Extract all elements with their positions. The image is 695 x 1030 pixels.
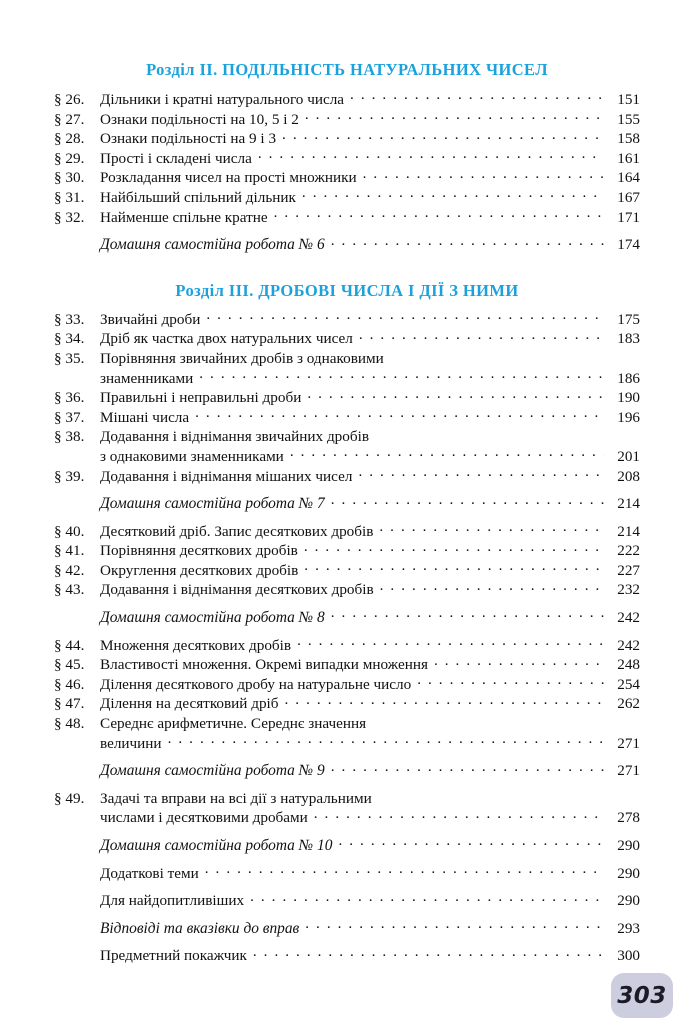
toc-entry-answers[interactable] — [54, 919, 640, 939]
leader-dots — [282, 129, 604, 143]
toc-entry[interactable] — [54, 675, 640, 695]
entry-title: Правильні і неправильні дроби — [100, 389, 302, 407]
section-heading-razdil-3: Розділ III. ДРОБОВІ ЧИСЛА І ДІЇ З НИМИ — [175, 280, 519, 300]
entry-title: Розкладання чисел на прості множники — [100, 169, 357, 187]
leader-dots — [253, 946, 604, 960]
entry-page: 190 — [617, 389, 640, 407]
leader-dots — [390, 349, 604, 363]
entry-page: 201 — [617, 447, 640, 465]
leader-dots — [199, 369, 604, 383]
entry-page: 242 — [617, 636, 640, 654]
toc-entry[interactable] — [54, 188, 640, 208]
leader-dots — [338, 836, 604, 850]
toc-entry-continuation[interactable] — [54, 808, 640, 828]
entry-title: Відповіді та вказівки до вправ — [100, 919, 300, 937]
entry-number: § 46. — [54, 675, 85, 693]
toc-entry[interactable] — [54, 655, 640, 675]
leader-dots — [305, 919, 604, 933]
leader-dots — [331, 761, 604, 775]
toc-entry-homework[interactable] — [54, 761, 640, 781]
leader-dots — [358, 467, 604, 481]
entry-number: § 45. — [54, 656, 85, 674]
leader-dots — [304, 561, 604, 575]
toc-entry[interactable] — [54, 561, 640, 581]
leader-dots — [331, 494, 604, 508]
entry-title: Середнє арифметичне. Середнє значення — [100, 715, 367, 733]
entry-page: 248 — [617, 656, 640, 674]
entry-title: Задачі та вправи на всі дії з натуральними — [100, 789, 372, 807]
leader-dots — [378, 789, 604, 803]
entry-page: 175 — [617, 310, 640, 328]
entry-title: Властивості множення. Окремі випадки множення — [100, 656, 428, 674]
toc-entry[interactable] — [54, 149, 640, 169]
entry-number: § 49. — [54, 789, 85, 807]
leader-dots — [331, 235, 604, 249]
toc-entry[interactable] — [54, 168, 640, 188]
entry-page: 271 — [617, 734, 640, 752]
entry-page: 164 — [617, 169, 640, 187]
toc-entry[interactable] — [54, 408, 640, 428]
entry-number: § 30. — [54, 169, 85, 187]
entry-page: 183 — [617, 330, 640, 348]
leader-dots — [434, 655, 604, 669]
leader-dots — [379, 522, 604, 536]
entry-title: знаменниками — [100, 369, 194, 387]
toc-entry[interactable] — [54, 891, 640, 911]
entry-page: 214 — [617, 522, 640, 540]
toc-entry[interactable] — [54, 714, 640, 734]
leader-dots — [305, 110, 604, 124]
entry-title: Ознаки подільності на 9 і 3 — [100, 130, 277, 148]
entry-title: Додавання і віднімання мішаних чисел — [100, 467, 353, 485]
entry-title: Найбільший спільний дільник — [100, 188, 296, 206]
leader-dots — [359, 329, 604, 343]
toc-entry[interactable] — [54, 522, 640, 542]
leader-dots — [417, 675, 604, 689]
section-heading-razdil-2: Розділ II. ПОДІЛЬНІСТЬ НАТУРАЛЬНИХ ЧИСЕЛ — [146, 60, 548, 79]
entry-title: Дільники і кратні натурального числа — [100, 91, 345, 108]
entry-number: § 47. — [54, 695, 85, 713]
entry-page: 161 — [617, 149, 640, 167]
entry-title: Додавання і віднімання звичайних дробів — [100, 428, 369, 446]
entry-page: 196 — [617, 408, 640, 426]
entry-page: 300 — [617, 947, 640, 965]
leader-dots — [372, 714, 604, 728]
toc-entry[interactable] — [54, 129, 640, 149]
entry-title: Домашня самостійна робота № 7 — [100, 495, 325, 513]
toc-entry[interactable] — [54, 694, 640, 714]
leader-dots — [314, 808, 604, 822]
entry-title: Дріб як частка двох натуральних чисел — [100, 330, 353, 348]
entry-title: Додаткові теми — [100, 864, 199, 882]
entry-page: 271 — [617, 762, 640, 780]
toc-entry-continuation[interactable] — [54, 734, 640, 754]
entry-page: 151 — [617, 91, 640, 108]
entry-number: § 39. — [54, 467, 85, 485]
entry-title: числами і десятковими дробами — [100, 809, 308, 827]
entry-number: § 34. — [54, 330, 85, 348]
toc-entry[interactable] — [54, 580, 640, 600]
toc-entry[interactable] — [54, 541, 640, 561]
leader-dots — [307, 388, 604, 402]
entry-title: Прості і складені числа — [100, 149, 252, 167]
toc-entry[interactable] — [54, 208, 640, 228]
entry-number: § 26. — [54, 91, 85, 108]
toc-entry[interactable] — [54, 329, 640, 349]
toc-entry-continuation[interactable] — [54, 369, 640, 389]
entry-title: Домашня самостійна робота № 8 — [100, 609, 325, 627]
entry-page: 262 — [617, 695, 640, 713]
toc-entry-homework[interactable] — [54, 235, 640, 255]
toc-entry-continuation[interactable] — [54, 447, 640, 467]
entry-number: § 36. — [54, 389, 85, 407]
entry-title: Множення десяткових дробів — [100, 636, 292, 654]
leader-dots — [375, 427, 604, 441]
toc-entry[interactable] — [54, 90, 640, 110]
toc-entry-homework[interactable] — [54, 608, 640, 628]
entry-page: 278 — [617, 809, 640, 827]
entry-page: 254 — [617, 675, 640, 693]
leader-dots — [285, 694, 604, 708]
entry-number: § 33. — [54, 310, 85, 328]
toc-entry[interactable] — [54, 110, 640, 130]
entry-title: Звичайні дроби — [100, 310, 201, 328]
entry-title: Домашня самостійна робота № 9 — [100, 762, 325, 780]
entry-title: величини — [100, 734, 162, 752]
entry-page: 232 — [617, 581, 640, 599]
table-of-contents — [54, 60, 640, 966]
entry-number: § 37. — [54, 408, 85, 426]
entry-page: 290 — [617, 837, 640, 854]
entry-page: 227 — [617, 561, 640, 579]
leader-dots — [168, 734, 604, 748]
leader-dots — [205, 864, 604, 878]
entry-title: Для найдопитливіших — [100, 892, 245, 910]
leader-dots — [302, 188, 604, 202]
entry-page: 155 — [617, 110, 640, 128]
leader-dots — [380, 580, 604, 594]
entry-title: Домашня самостійна робота № 6 — [100, 236, 325, 254]
page-number-badge — [611, 973, 673, 1018]
entry-page: 222 — [617, 542, 640, 560]
entry-page: 290 — [617, 864, 640, 882]
leader-dots — [258, 149, 604, 163]
entry-number: § 31. — [54, 188, 85, 206]
entry-page: 242 — [617, 609, 640, 627]
entry-title: Порівняння десяткових дробів — [100, 542, 298, 560]
entry-number: § 43. — [54, 581, 85, 599]
leader-dots — [350, 90, 604, 104]
leader-dots — [331, 608, 604, 622]
toc-entry-index[interactable] — [54, 946, 640, 966]
entry-number: § 44. — [54, 636, 85, 654]
entry-page: 186 — [617, 369, 640, 387]
entry-title: Мішані числа — [100, 408, 190, 426]
entry-page: 214 — [617, 495, 640, 513]
toc-entry[interactable] — [54, 427, 640, 447]
entry-number: § 29. — [54, 149, 85, 167]
entry-number: § 32. — [54, 208, 85, 226]
toc-entry[interactable] — [54, 388, 640, 408]
entry-title: Округлення десяткових дробів — [100, 561, 299, 579]
toc-entry[interactable] — [54, 636, 640, 656]
leader-dots — [250, 891, 604, 905]
entry-number: § 28. — [54, 130, 85, 148]
toc-entry[interactable] — [54, 864, 640, 884]
entry-number: § 35. — [54, 349, 85, 367]
leader-dots — [290, 447, 604, 461]
toc-entry-homework[interactable] — [54, 836, 640, 856]
entry-title: Ділення на десятковий дріб — [100, 695, 279, 713]
toc-entry[interactable] — [54, 310, 640, 330]
toc-entry-homework[interactable] — [54, 494, 640, 514]
entry-title: Десятковий дріб. Запис десяткових дробів — [100, 522, 374, 540]
entry-number: § 40. — [54, 522, 85, 540]
entry-page: 208 — [617, 467, 640, 485]
entry-page: 167 — [617, 188, 640, 206]
entry-title: Предметний покажчик — [100, 947, 247, 965]
entry-title: з однаковими знаменниками — [100, 447, 284, 465]
entry-number: § 27. — [54, 110, 85, 128]
leader-dots — [363, 168, 604, 182]
entry-number: § 42. — [54, 561, 85, 579]
entry-title: Ділення десяткового дробу на натуральне число — [100, 675, 412, 693]
entry-page: 290 — [617, 892, 640, 910]
entry-number: § 38. — [54, 428, 85, 446]
toc-entry[interactable] — [54, 467, 640, 487]
entry-title: Домашня самостійна робота № 10 — [100, 837, 333, 854]
leader-dots — [304, 541, 604, 555]
page-number-text: 303 — [617, 982, 667, 1009]
entry-number: § 41. — [54, 542, 85, 560]
entry-page: 174 — [617, 236, 640, 254]
entry-page: 158 — [617, 130, 640, 148]
toc-entry[interactable] — [54, 789, 640, 809]
leader-dots — [297, 636, 604, 650]
leader-dots — [274, 208, 604, 222]
entry-title: Додавання і віднімання десяткових дробів — [100, 581, 374, 599]
leader-dots — [206, 310, 604, 324]
leader-dots — [195, 408, 604, 422]
entry-title: Найменше спільне кратне — [100, 208, 268, 226]
entry-page: 293 — [617, 919, 640, 937]
entry-title: Ознаки подільності на 10, 5 і 2 — [100, 110, 299, 128]
entry-page: 171 — [617, 208, 640, 226]
entry-title: Порівняння звичайних дробів з однаковими — [100, 349, 384, 367]
toc-entry[interactable] — [54, 349, 640, 369]
entry-number: § 48. — [54, 715, 85, 733]
